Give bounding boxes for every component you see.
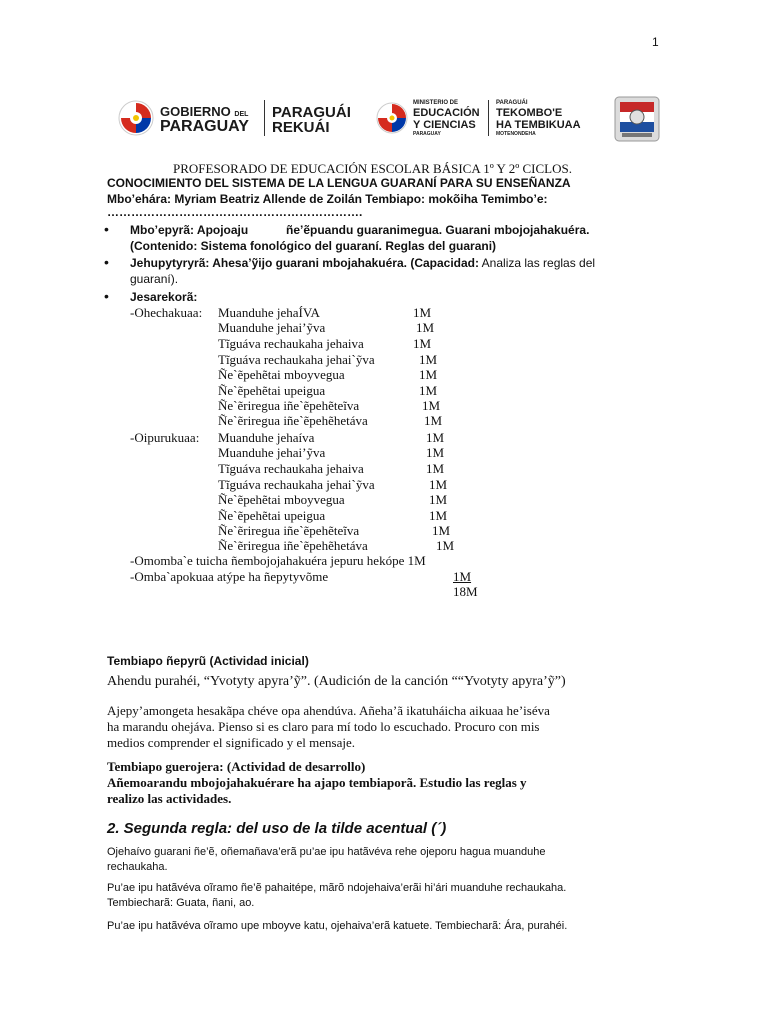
section-inicial-para1: Ajepy’amongeta hesakãpa chéve opa ahendúva. Añeha’ã ikatuháicha aikuaa he’iséva [107,703,550,718]
gobierno-line2: PARAGUAY [160,118,249,135]
oipurukuaa-item: Ñe`ẽpehẽtai mboyvegua [218,492,345,507]
ohechakuaa-item: Muanduhe jehai’ỹva [218,320,326,335]
rule-p1-line1: Ojehaívo guarani ñe’ẽ, oñemañava’erã pu’ae ipu hatãvéva rehe ojeporu hagua muanduhe [107,846,546,858]
ohechakuaa-item: Tĩguáva rechaukaha jehaiva [218,336,364,351]
bullet3-label: Jesarekorã: [130,290,198,304]
oipurukuaa-score: 1M [429,508,448,523]
ohechakuaa-item: Ñe`ẽriregua iñe`ẽpehẽteĩva [218,398,360,413]
omomba-line: -Omomba`e tuicha ñembojojahakuéra jepuru hekópe 1M [130,553,426,568]
oipurukuaa-score: 1M [426,461,445,476]
oipurukuaa-item: Muanduhe jehaíva [218,430,315,445]
oipurukuaa-item: Muanduhe jehai’ỹva [218,445,326,460]
rule-p2-line2: Tembiecharã: Guata, ñani, ao. [107,897,255,909]
ohechakuaa-item: Ñe`ẽpehẽtai mboyvegua [218,367,345,382]
ministerio-line2: Y CIENCIAS [413,119,476,131]
section-inicial-para3: medios comprender el significado y el mensaje. [107,735,356,750]
ohechakuaa-score: 1M [413,336,432,351]
section-inicial-para2: ha marandu ohejáva. Pienso si es claro para mí todo lo escuchado. Procuro con mis [107,719,540,734]
oipurukuaa-score: 1M [429,492,448,507]
ministerio-small: MINISTERIO DE [413,100,459,106]
section-inicial-line1: Ahendu purahéi, “Yvotyty apyra’ỹ”. (Audición de la canción ““Yvotyty apyra’ỹ”) [107,674,566,689]
gobierno-line1: GOBIERNO DEL [160,104,249,119]
ohechakuaa-score: 1M [424,413,443,428]
page-subtitle: CONOCIMIENTO DEL SISTEMA DE LA LENGUA GUARANÍ PARA SU ENSEÑANZA [107,176,571,190]
dots-line: ………………………………………………………. [107,205,363,219]
omba-line: -Omba`apokuaa atýpe ha ñepytyvõme [130,569,329,584]
oipurukuaa-score: 1M [429,477,448,492]
institute-emblem-icon [614,96,660,142]
tekombo-line2: HA TEMBIKUAA [496,119,581,131]
page-number: 1 [652,35,659,49]
paraguai-line1: PARAGUÁI [272,104,351,121]
oipurukuaa-score: 1M [432,523,451,538]
ohechakuaa-item: Ñe`ẽriregua iñe`ẽpehẽhetáva [218,413,368,428]
omba-score: 1M [453,569,472,584]
tekombo-sub: MOTENONDEHA [496,131,536,137]
section-desarrollo-line2: realizo las actividades. [107,791,232,806]
bullet2-line2: guaraní). [130,272,179,286]
gobierno-seal-icon [118,100,154,136]
ministerio-seal-icon [376,102,408,134]
oipurukuaa-score: 1M [426,430,445,445]
ohechakuaa-score: 1M [422,398,441,413]
oipurukuaa-item: Ñe`ẽriregua iñe`ẽpehẽhetáva [218,538,368,553]
bullet-dot: • [104,288,109,304]
ohechakuaa-score: 1M [419,383,438,398]
paraguai-line2: REKUÁI [272,119,330,136]
oipurukuaa-item: Tĩguáva rechaukaha jehai`ỹva [218,477,375,492]
bullet-dot: • [104,221,109,237]
rule-p1-line2: rechaukaha. [107,861,168,873]
ministerio-line1: EDUCACIÓN [413,107,480,119]
section-inicial-heading: Tembiapo ñepyrũ (Actividad inicial) [107,654,309,668]
tekombo-small: PARAGUÁI [496,100,528,106]
ohechakuaa-item: Tĩguáva rechaukaha jehai`ỹva [218,352,375,367]
info-line: Mbo’ehára: Myriam Beatriz Allende de Zoilán Tembiapo: mokõiha Temimbo’e: [107,192,548,206]
oipurukuaa-item: Tĩguáva rechaukaha jehaiva [218,461,364,476]
oipurukuaa-label: -Oipurukuaa: [130,430,200,445]
ohechakuaa-score: 1M [413,305,432,320]
tekombo-line1: TEKOMBO'E [496,107,563,119]
bullet2-line1: Jehupytyryrã: Ahesa’ỹijo guarani mbojahakuéra. (Capacidad: Analiza las reglas del [130,256,596,270]
ohechakuaa-item: Muanduhe jehaÍVA [218,305,320,320]
oipurukuaa-score: 1M [426,445,445,460]
rule-p3: Pu’ae ipu hatãvéva oĩramo upe mboyve katu, ojehaiva’erã katuete. Tembiecharã: Ára, purahéi. [107,920,568,932]
section-desarrollo-heading: Tembiapo guerojera: (Actividad de desarrollo) [107,759,366,774]
ministerio-country: PARAGUAY [413,131,441,137]
oipurukuaa-score: 1M [436,538,455,553]
rule-heading: 2. Segunda regla: del uso de la tilde acentual (´) [107,820,447,837]
total-score: 18M [453,584,478,599]
rule-p2-line1: Pu’ae ipu hatãvéva oĩramo ñe’ẽ pahaitépe, mãrõ ndojehaiva’erãi hi’ári muanduhe rechaukaha. [107,882,567,894]
ohechakuaa-score: 1M [419,367,438,382]
ohechakuaa-score: 1M [419,352,438,367]
oipurukuaa-item: Ñe`ẽriregua iñe`ẽpehẽteĩva [218,523,360,538]
bullet-dot: • [104,254,109,270]
ohechakuaa-item: Ñe`ẽpehẽtai upeigua [218,383,326,398]
page-title: PROFESORADO DE EDUCACIÓN ESCOLAR BÁSICA 1º Y 2º CICLOS. [173,161,572,176]
bullet1-line1b: ñe’ẽpuandu guaranimegua. Guarani mbojojahakuéra. [286,223,590,237]
bullet1-line1a: Mbo’epyrã: Apojoaju [130,223,249,237]
header-logos [118,96,658,142]
oipurukuaa-item: Ñe`ẽpehẽtai upeigua [218,508,326,523]
ohechakuaa-score: 1M [416,320,435,335]
ohechakuaa-label: -Ohechakuaa: [130,305,203,320]
section-desarrollo-line1: Añemoarandu mbojojahakuérare ha ajapo tembiaporã. Estudio las reglas y [107,775,527,790]
bullet1-line2: (Contenido: Sistema fonológico del guaraní. Reglas del guarani) [130,239,497,253]
